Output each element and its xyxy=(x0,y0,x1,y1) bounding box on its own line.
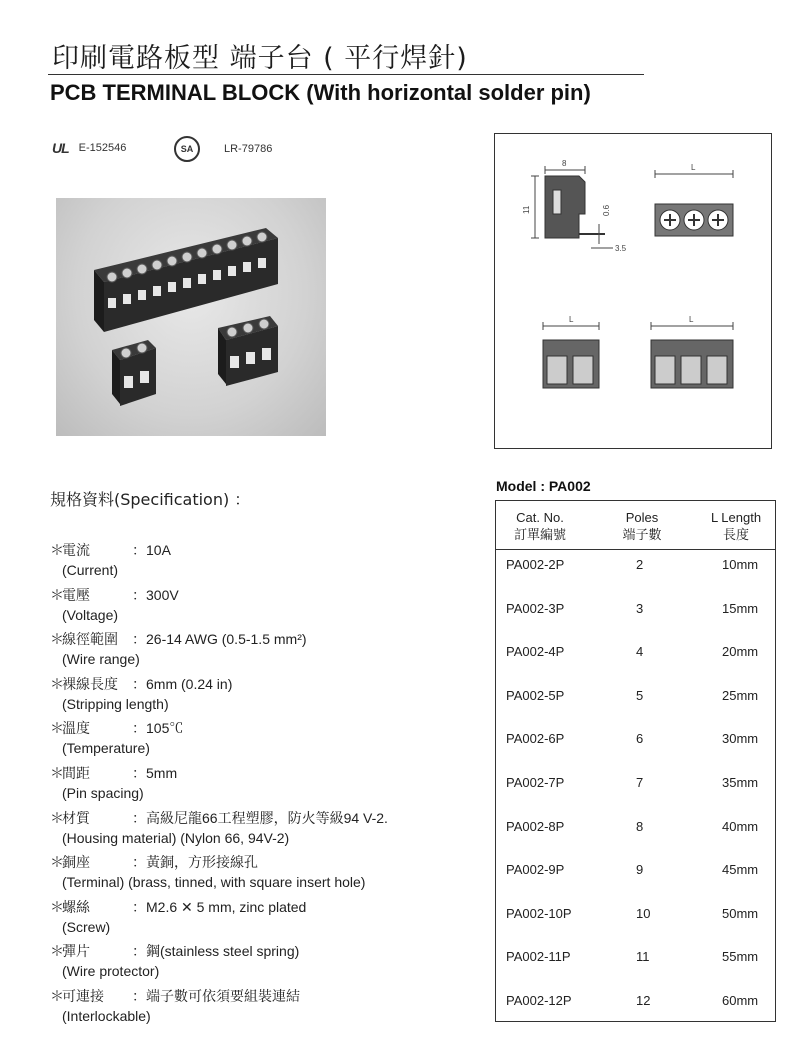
spec-english: (Stripping length) xyxy=(62,695,169,712)
bullet-star-icon: ＊ xyxy=(50,542,64,558)
spec-english: (Temperature) xyxy=(62,740,150,757)
spec-item xyxy=(50,941,299,961)
spec-key: 銅座 xyxy=(62,854,90,871)
model-label: Model : PA002 xyxy=(496,478,591,494)
title-divider xyxy=(48,74,644,75)
product-photo xyxy=(56,198,326,436)
bullet-star-icon: ＊ xyxy=(50,631,64,648)
cell-cat-no: PA002-10P xyxy=(506,905,572,921)
spec-item xyxy=(50,540,171,560)
col-cat-no-en: Cat. No. xyxy=(516,510,564,525)
cell-length: 10mm xyxy=(722,557,759,572)
dim-length-label-2p: L xyxy=(569,315,574,324)
spec-item xyxy=(50,808,388,828)
table-row xyxy=(496,993,775,1013)
spec-key: 可連接 xyxy=(62,988,104,1004)
col-cat-no xyxy=(500,509,580,543)
col-poles-en: Poles xyxy=(625,510,659,525)
spec-english: (Wire protector) xyxy=(62,963,160,980)
cell-cat-no: PA002-9P xyxy=(506,862,565,878)
csa-file-number: LR-79786 xyxy=(224,143,273,155)
dim-length-label-3p: L xyxy=(689,315,694,324)
spec-value: ：端子數可依須要組裝連結 xyxy=(132,988,300,1004)
side-view-drawing xyxy=(522,159,627,253)
cell-poles: 8 xyxy=(636,818,644,834)
cell-poles: 10 xyxy=(636,905,651,921)
table-row xyxy=(496,557,775,577)
cell-cat-no: PA002-6P xyxy=(506,731,565,747)
spec-key: 線徑範圍 xyxy=(62,631,118,648)
cell-poles: 9 xyxy=(636,862,644,878)
bullet-star-icon: ＊ xyxy=(50,675,64,692)
col-cat-no-cn: 訂單編號 xyxy=(513,527,566,542)
spec-item xyxy=(50,674,232,694)
cell-length: 25mm xyxy=(722,687,759,703)
bullet-star-icon: ＊ xyxy=(50,586,64,603)
top-view-drawing xyxy=(655,163,733,236)
csa-certification xyxy=(174,136,272,162)
spec-english: (Interlockable) xyxy=(62,1008,151,1024)
spec-item xyxy=(50,585,179,605)
bullet-star-icon: ＊ xyxy=(50,720,64,737)
cell-cat-no: PA002-4P xyxy=(506,644,565,660)
spec-english: (Housing material) (Nylon 66, 94V-2) xyxy=(62,829,290,846)
cell-cat-no: PA002-8P xyxy=(506,818,565,834)
table-row xyxy=(496,688,775,708)
spec-value: ：26-14 AWG (0.5-1.5 mm²) xyxy=(132,631,307,648)
table-row xyxy=(496,601,775,621)
dim-width-label: 8 xyxy=(562,159,567,168)
spec-english: (Current) xyxy=(62,562,119,578)
terminal-block-12p xyxy=(94,228,278,332)
col-length-cn: 長度 xyxy=(722,527,749,542)
spec-value: ：300V xyxy=(132,586,179,603)
spec-english: (Pin spacing) xyxy=(62,785,144,801)
spec-item xyxy=(50,629,307,649)
cell-length: 30mm xyxy=(722,731,759,747)
spec-key: 螺絲 xyxy=(62,898,90,915)
col-length-en: L Length xyxy=(710,510,762,525)
spec-key: 間距 xyxy=(62,765,90,781)
cell-cat-no: PA002-12P xyxy=(506,993,572,1008)
table-row xyxy=(496,949,775,969)
cell-cat-no: PA002-11P xyxy=(506,949,571,965)
cell-length: 35mm xyxy=(722,775,759,790)
cell-poles: 5 xyxy=(636,687,644,703)
cell-length: 45mm xyxy=(722,862,759,878)
table-row xyxy=(496,906,775,926)
spec-value: ：5mm xyxy=(132,765,178,781)
spec-item xyxy=(50,718,183,738)
col-poles-cn: 端子數 xyxy=(622,527,662,542)
cell-length: 55mm xyxy=(722,949,759,965)
cell-cat-no: PA002-5P xyxy=(506,687,565,703)
spec-english: (Wire range) xyxy=(62,651,140,668)
spec-english: (Voltage) xyxy=(62,606,119,623)
spec-value: ：高級尼龍66工程塑膠，防火等級94 V-2. xyxy=(132,809,388,826)
cell-cat-no: PA002-2P xyxy=(506,557,565,572)
table-header xyxy=(496,501,775,550)
bullet-star-icon: ＊ xyxy=(50,943,64,960)
spec-key: 材質 xyxy=(62,809,90,826)
cell-length: 40mm xyxy=(722,818,759,834)
spec-key: 裸線長度 xyxy=(62,675,118,692)
spec-key: 電壓 xyxy=(62,586,90,603)
spec-item xyxy=(50,986,300,1006)
dim-pin-label: 0.6 xyxy=(602,204,611,216)
spec-value: ：105℃ xyxy=(132,720,184,737)
cell-poles: 6 xyxy=(636,731,644,747)
cell-length: 60mm xyxy=(722,993,759,1008)
dim-height-label: 11 xyxy=(522,205,531,214)
cell-cat-no: PA002-7P xyxy=(506,775,565,790)
cell-length: 50mm xyxy=(722,905,759,921)
front-view-2p-drawing xyxy=(543,315,599,388)
spec-value: ：黃銅，方形接線孔 xyxy=(132,854,258,871)
bullet-star-icon: ＊ xyxy=(50,854,64,871)
cell-poles: 12 xyxy=(636,993,651,1008)
technical-drawing xyxy=(494,133,772,449)
table-row xyxy=(496,731,775,751)
terminal-block-3p xyxy=(218,316,278,386)
table-row xyxy=(496,644,775,664)
csa-icon: SA xyxy=(174,136,200,162)
bullet-star-icon: ＊ xyxy=(50,765,64,781)
spec-value: ：6mm (0.24 in) xyxy=(132,675,233,692)
cell-cat-no: PA002-3P xyxy=(506,600,565,616)
spec-value: ：M2.6 ✕ 5 mm, zinc plated xyxy=(132,898,307,915)
dim-length-label-top: L xyxy=(691,163,696,172)
bullet-star-icon: ＊ xyxy=(50,898,64,915)
cell-poles: 11 xyxy=(636,949,650,965)
table-row xyxy=(496,862,775,882)
cell-length: 15mm xyxy=(722,600,759,616)
page-title-chinese: 印刷電路板型 端子台 ( 平行焊針) xyxy=(52,43,468,74)
col-poles xyxy=(602,509,682,543)
col-length xyxy=(698,509,774,543)
bullet-star-icon: ＊ xyxy=(50,988,64,1004)
spec-heading: 規格資料(Specification) ： xyxy=(50,490,251,509)
front-view-3p-drawing xyxy=(651,315,733,388)
spec-key: 彈片 xyxy=(62,943,90,960)
spec-item xyxy=(50,897,306,917)
spec-value: ：10A xyxy=(132,542,171,558)
cell-poles: 7 xyxy=(636,775,644,790)
ul-certification xyxy=(52,140,126,156)
spec-key: 電流 xyxy=(62,542,90,558)
spec-value: ：鋼(stainless steel spring) xyxy=(132,943,300,960)
model-table xyxy=(495,500,776,1022)
dim-pin-offset-label: 3.5 xyxy=(615,244,627,253)
spec-key: 溫度 xyxy=(62,720,90,737)
page-title-english: PCB TERMINAL BLOCK (With horizontal solder pin) xyxy=(50,80,591,105)
ul-file-number: E-152546 xyxy=(78,142,127,154)
terminal-block-2p xyxy=(112,340,156,406)
cell-poles: 2 xyxy=(636,557,644,572)
spec-english: (Screw) xyxy=(62,918,111,935)
ul-recognized-icon: UL xyxy=(52,140,69,156)
spec-english: (Terminal) (brass, tinned, with square insert hole) xyxy=(62,874,366,891)
table-row xyxy=(496,819,775,839)
cell-poles: 4 xyxy=(636,644,644,660)
spec-item xyxy=(50,763,177,783)
cell-length: 20mm xyxy=(722,644,759,660)
table-row xyxy=(496,775,775,795)
bullet-star-icon: ＊ xyxy=(50,809,64,826)
spec-item xyxy=(50,852,258,872)
cell-poles: 3 xyxy=(636,600,644,616)
